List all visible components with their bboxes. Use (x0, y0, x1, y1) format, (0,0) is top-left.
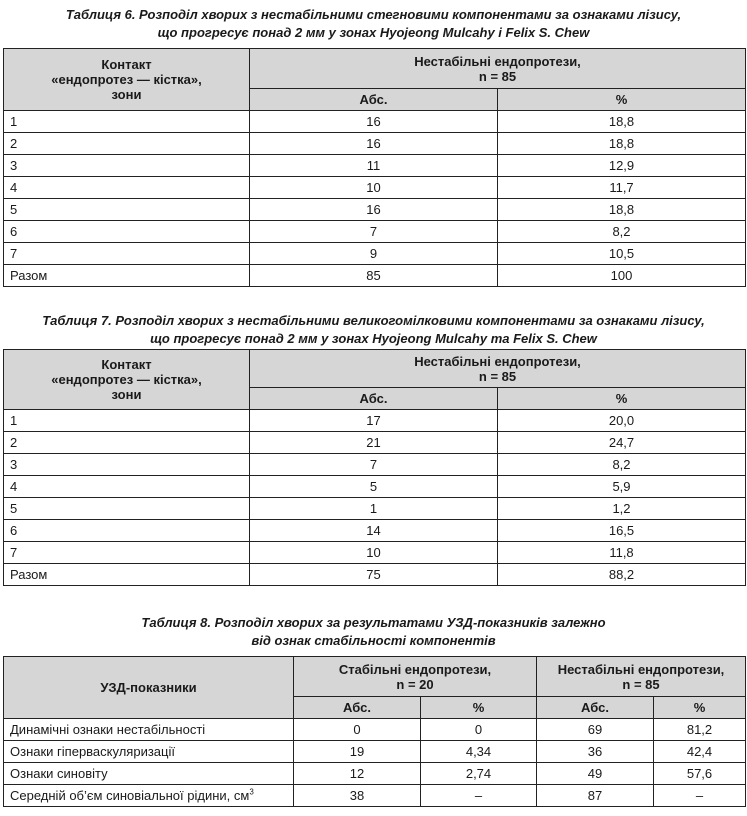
table-cell: 14 (250, 520, 498, 542)
table-row (4, 763, 746, 785)
table6-group-header: Нестабільні ендопротези, n = 85 (250, 49, 746, 89)
table-cell: 2 (4, 432, 250, 454)
table-cell: 7 (4, 243, 250, 265)
table-cell: 11,7 (498, 177, 746, 199)
table8-stable-pct-header: % (421, 697, 537, 719)
table-cell: 100 (498, 265, 746, 287)
table-cell: 5 (4, 199, 250, 221)
table-cell: 42,4 (654, 741, 746, 763)
table-cell: 9 (250, 243, 498, 265)
table8-unstable-group-header: Нестабільні ендопротези, n = 85 (537, 657, 746, 697)
table-cell: 18,8 (498, 133, 746, 155)
table-cell: 16,5 (498, 520, 746, 542)
row-label: Середній об’єм синовіальної рідини, см (10, 788, 250, 803)
table-cell: 2,74 (421, 763, 537, 785)
table-row (4, 741, 746, 763)
table-cell: 8,2 (498, 454, 746, 476)
table-row (4, 454, 746, 476)
table-row (4, 199, 746, 221)
table-row (4, 221, 746, 243)
table-cell: 49 (537, 763, 654, 785)
table-cell: 12,9 (498, 155, 746, 177)
table-cell: 11 (250, 155, 498, 177)
table-row (4, 410, 746, 432)
table-cell: 87 (537, 785, 654, 807)
table-row (4, 155, 746, 177)
table-cell: 75 (250, 564, 498, 586)
table-cell: – (421, 785, 537, 807)
table-cell: 7 (4, 542, 250, 564)
table-cell: Динамічні ознаки нестабільності (4, 719, 294, 741)
table-row (4, 785, 746, 807)
table6-abs-header: Абс. (250, 89, 498, 111)
table-total-row (4, 265, 746, 287)
table6-caption (0, 6, 747, 42)
table-cell: 12 (294, 763, 421, 785)
table-cell: 81,2 (654, 719, 746, 741)
table-cell: Разом (4, 564, 250, 586)
table-cell: 1 (4, 410, 250, 432)
table-cell: 10 (250, 542, 498, 564)
table-cell: 10 (250, 177, 498, 199)
table-cell: 24,7 (498, 432, 746, 454)
table7-col-zone-header: Контакт «ендопротез — кістка», зони (4, 350, 250, 410)
table-cell: Разом (4, 265, 250, 287)
table6-pct-header: % (498, 89, 746, 111)
table7-group-header: Нестабільні ендопротези, n = 85 (250, 350, 746, 388)
table-cell: 8,2 (498, 221, 746, 243)
table8-caption-line2: від ознак стабільності компонентів (251, 633, 496, 648)
table-cell: Ознаки гіперваскуляризації (4, 741, 294, 763)
table-cell: 16 (250, 111, 498, 133)
table6-col-zone-header: Контакт «ендопротез — кістка», зони (4, 49, 250, 111)
table-row (4, 520, 746, 542)
table6-caption-line2: що прогресує понад 2 мм у зонах Hyojeong Mulcahy і Felix S. Chew (157, 25, 590, 40)
table-row (4, 432, 746, 454)
table7-caption-line2: що прогресує понад 2 мм у зонах Hyojeong Mulcahy та Felix S. Chew (150, 331, 597, 346)
table-cell: 36 (537, 741, 654, 763)
table-cell: – (654, 785, 746, 807)
table-cell: 18,8 (498, 111, 746, 133)
table-row (4, 498, 746, 520)
table-row (4, 111, 746, 133)
table8-col-indicator-header: УЗД-показники (4, 657, 294, 719)
table-cell (4, 785, 294, 807)
table-row (4, 542, 746, 564)
table8-caption (0, 614, 747, 650)
table6-caption-line1: Таблиця 6. Розподіл хворих з нестабільними стегновими компонентами за ознаками лізису, (65, 7, 682, 22)
table-cell: 17 (250, 410, 498, 432)
table-cell: 85 (250, 265, 498, 287)
table-cell: 1 (4, 111, 250, 133)
table-cell: 4 (4, 177, 250, 199)
table8-stable-abs-header: Абс. (294, 697, 421, 719)
table7 (3, 349, 746, 586)
table-cell: 88,2 (498, 564, 746, 586)
table-cell: 10,5 (498, 243, 746, 265)
table-cell: 5 (250, 476, 498, 498)
table-cell: 6 (4, 520, 250, 542)
table8-stable-group-header: Стабільні ендопротези, n = 20 (294, 657, 537, 697)
unit-superscript: 3 (249, 787, 254, 797)
table-cell: 19 (294, 741, 421, 763)
table-cell: 7 (250, 454, 498, 476)
table-cell: 16 (250, 133, 498, 155)
table-cell: 18,8 (498, 199, 746, 221)
table-cell: 1,2 (498, 498, 746, 520)
table8-caption-line1: Таблиця 8. Розподіл хворих за результатами УЗД-показників залежно (141, 615, 606, 630)
table7-pct-header: % (498, 388, 746, 410)
table-cell: 2 (4, 133, 250, 155)
table8-unstable-abs-header: Абс. (537, 697, 654, 719)
table-cell: 4,34 (421, 741, 537, 763)
table-cell: 3 (4, 454, 250, 476)
table-cell: 16 (250, 199, 498, 221)
table6 (3, 48, 746, 287)
table-cell: 1 (250, 498, 498, 520)
table8 (3, 656, 746, 807)
table-row (4, 719, 746, 741)
table-cell: 20,0 (498, 410, 746, 432)
table-cell: 0 (421, 719, 537, 741)
table7-caption-line1: Таблиця 7. Розподіл хворих з нестабільними великогомілковими компонентами за ознаками лізису, (42, 313, 705, 328)
table-cell: 0 (294, 719, 421, 741)
table-cell: 5 (4, 498, 250, 520)
table8-unstable-pct-header: % (654, 697, 746, 719)
table-row (4, 177, 746, 199)
table-cell: 69 (537, 719, 654, 741)
table-row (4, 133, 746, 155)
table-cell: 7 (250, 221, 498, 243)
table-cell: 11,8 (498, 542, 746, 564)
table-cell: 38 (294, 785, 421, 807)
table-cell: 5,9 (498, 476, 746, 498)
table-row (4, 243, 746, 265)
table-cell: 6 (4, 221, 250, 243)
table-cell: 4 (4, 476, 250, 498)
table7-abs-header: Абс. (250, 388, 498, 410)
table-row (4, 476, 746, 498)
table7-caption (0, 312, 747, 348)
table-cell: 57,6 (654, 763, 746, 785)
table-cell: 3 (4, 155, 250, 177)
table-total-row (4, 564, 746, 586)
table-cell: 21 (250, 432, 498, 454)
table-cell: Ознаки синовіту (4, 763, 294, 785)
